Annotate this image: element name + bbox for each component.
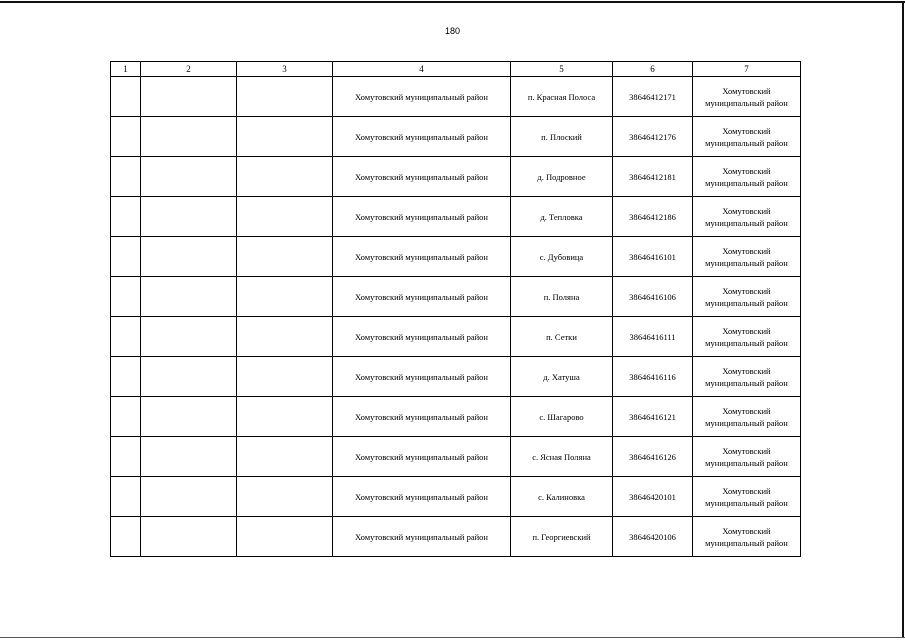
- oktmo-code-cell: 38646416116: [613, 357, 693, 397]
- column-header-6: 6: [613, 62, 693, 77]
- oktmo-code-cell: 38646420106: [613, 517, 693, 557]
- table-row: [111, 517, 801, 557]
- district-cell: Хомутовский муниципальный район: [333, 437, 511, 477]
- district-cell: Хомутовский муниципальный район: [333, 477, 511, 517]
- municipality-cell: Хомутовский муниципальный район: [693, 437, 801, 477]
- column-3-cell: [237, 237, 333, 277]
- municipality-cell: Хомутовский муниципальный район: [693, 197, 801, 237]
- settlement-cell: п. Георгиевский: [511, 517, 613, 557]
- column-header-3: 3: [237, 62, 333, 77]
- column-2-cell: [141, 477, 237, 517]
- district-cell: Хомутовский муниципальный район: [333, 397, 511, 437]
- column-3-cell: [237, 197, 333, 237]
- column-2-cell: [141, 317, 237, 357]
- settlement-cell: с. Шагарово: [511, 397, 613, 437]
- table-row: [111, 437, 801, 477]
- column-2-cell: [141, 77, 237, 117]
- municipality-cell: Хомутовский муниципальный район: [693, 517, 801, 557]
- row-number-cell: [111, 477, 141, 517]
- row-number-cell: [111, 197, 141, 237]
- table-row: [111, 117, 801, 157]
- column-3-cell: [237, 397, 333, 437]
- settlement-cell: с. Дубовица: [511, 237, 613, 277]
- column-header-2: 2: [141, 62, 237, 77]
- settlement-cell: д. Хатуша: [511, 357, 613, 397]
- district-cell: Хомутовский муниципальный район: [333, 517, 511, 557]
- district-cell: Хомутовский муниципальный район: [333, 77, 511, 117]
- district-cell: Хомутовский муниципальный район: [333, 317, 511, 357]
- table-row: [111, 237, 801, 277]
- bottom-border-line: [0, 637, 905, 638]
- row-number-cell: [111, 397, 141, 437]
- column-3-cell: [237, 277, 333, 317]
- row-number-cell: [111, 117, 141, 157]
- registry-table: [110, 61, 801, 557]
- row-number-cell: [111, 157, 141, 197]
- settlement-cell: п. Сетки: [511, 317, 613, 357]
- settlement-cell: д. Тепловка: [511, 197, 613, 237]
- table-header: [111, 62, 801, 77]
- district-cell: Хомутовский муниципальный район: [333, 117, 511, 157]
- municipality-cell: Хомутовский муниципальный район: [693, 277, 801, 317]
- column-2-cell: [141, 397, 237, 437]
- district-cell: Хомутовский муниципальный район: [333, 277, 511, 317]
- table-row: [111, 477, 801, 517]
- municipality-cell: Хомутовский муниципальный район: [693, 117, 801, 157]
- row-number-cell: [111, 357, 141, 397]
- column-3-cell: [237, 477, 333, 517]
- row-number-cell: [111, 77, 141, 117]
- oktmo-code-cell: 38646416106: [613, 277, 693, 317]
- table-row: [111, 317, 801, 357]
- settlement-cell: с. Калиновка: [511, 477, 613, 517]
- settlement-cell: с. Ясная Поляна: [511, 437, 613, 477]
- settlement-cell: п. Поляна: [511, 277, 613, 317]
- column-3-cell: [237, 437, 333, 477]
- column-2-cell: [141, 237, 237, 277]
- table-row: [111, 277, 801, 317]
- oktmo-code-cell: 38646416121: [613, 397, 693, 437]
- settlement-cell: д. Подровное: [511, 157, 613, 197]
- column-2-cell: [141, 517, 237, 557]
- column-3-cell: [237, 517, 333, 557]
- right-border-line: [902, 1, 904, 637]
- column-2-cell: [141, 277, 237, 317]
- row-number-cell: [111, 237, 141, 277]
- column-2-cell: [141, 197, 237, 237]
- municipality-cell: Хомутовский муниципальный район: [693, 397, 801, 437]
- oktmo-code-cell: 38646416126: [613, 437, 693, 477]
- municipality-cell: Хомутовский муниципальный район: [693, 317, 801, 357]
- column-3-cell: [237, 157, 333, 197]
- column-2-cell: [141, 357, 237, 397]
- oktmo-code-cell: 38646412171: [613, 77, 693, 117]
- column-2-cell: [141, 437, 237, 477]
- row-number-cell: [111, 317, 141, 357]
- column-header-4: 4: [333, 62, 511, 77]
- table-row: [111, 357, 801, 397]
- top-border-line: [0, 1, 905, 3]
- table-body: [111, 77, 801, 557]
- settlement-cell: п. Красная Полоса: [511, 77, 613, 117]
- column-2-cell: [141, 157, 237, 197]
- header-row: [111, 62, 801, 77]
- district-cell: Хомутовский муниципальный район: [333, 157, 511, 197]
- municipality-cell: Хомутовский муниципальный район: [693, 237, 801, 277]
- oktmo-code-cell: 38646412181: [613, 157, 693, 197]
- table-row: [111, 397, 801, 437]
- district-cell: Хомутовский муниципальный район: [333, 197, 511, 237]
- settlement-cell: п. Плоский: [511, 117, 613, 157]
- oktmo-code-cell: 38646412186: [613, 197, 693, 237]
- column-3-cell: [237, 317, 333, 357]
- municipality-cell: Хомутовский муниципальный район: [693, 477, 801, 517]
- table-row: [111, 197, 801, 237]
- municipality-cell: Хомутовский муниципальный район: [693, 357, 801, 397]
- column-header-5: 5: [511, 62, 613, 77]
- table-row: [111, 157, 801, 197]
- district-cell: Хомутовский муниципальный район: [333, 357, 511, 397]
- column-3-cell: [237, 117, 333, 157]
- column-3-cell: [237, 357, 333, 397]
- district-cell: Хомутовский муниципальный район: [333, 237, 511, 277]
- row-number-cell: [111, 517, 141, 557]
- table-row: [111, 77, 801, 117]
- column-header-1: 1: [111, 62, 141, 77]
- row-number-cell: [111, 437, 141, 477]
- column-3-cell: [237, 77, 333, 117]
- oktmo-code-cell: 38646416101: [613, 237, 693, 277]
- column-header-7: 7: [693, 62, 801, 77]
- oktmo-code-cell: 38646412176: [613, 117, 693, 157]
- row-number-cell: [111, 277, 141, 317]
- municipality-cell: Хомутовский муниципальный район: [693, 77, 801, 117]
- page-number: 180: [444, 26, 461, 36]
- municipality-cell: Хомутовский муниципальный район: [693, 157, 801, 197]
- column-2-cell: [141, 117, 237, 157]
- oktmo-code-cell: 38646416111: [613, 317, 693, 357]
- oktmo-code-cell: 38646420101: [613, 477, 693, 517]
